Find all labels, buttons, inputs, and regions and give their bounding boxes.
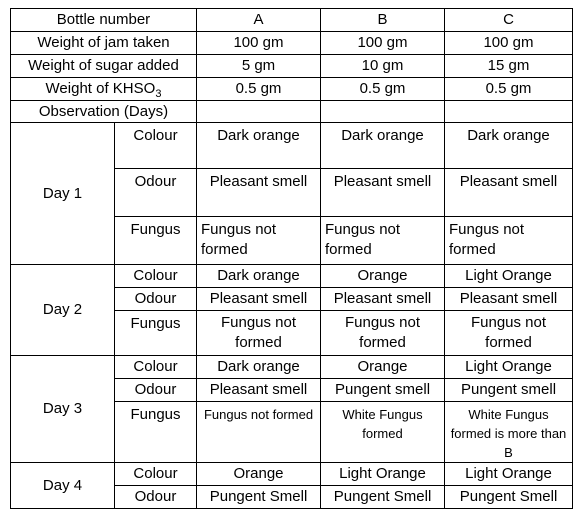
day2-colour-a: Dark orange: [197, 265, 321, 288]
day4-odour-c: Pungent Smell: [445, 486, 573, 509]
day4-colour-b: Light Orange: [321, 463, 445, 486]
day2-fungus-c: Fungus not formed: [445, 311, 573, 356]
day3-fungus-label: Fungus: [115, 402, 197, 463]
khso3-label-text: Weight of KHSO: [45, 80, 156, 97]
day1-odour-label: Odour: [115, 169, 197, 217]
day2-colour-label: Colour: [115, 265, 197, 288]
khso3-row: [11, 78, 573, 101]
day4-colour-c: Light Orange: [445, 463, 573, 486]
day4-colour-label: Colour: [115, 463, 197, 486]
day2-label: Day 2: [11, 265, 115, 356]
observation-empty-a: [197, 101, 321, 123]
jam-label: Weight of jam taken: [11, 32, 197, 55]
sugar-label: Weight of sugar added: [11, 55, 197, 78]
day3-colour-c: Light Orange: [445, 356, 573, 379]
day4-odour-a: Pungent Smell: [197, 486, 321, 509]
day1-colour-a: Dark orange: [197, 123, 321, 169]
day1-fungus-b: Fungus not formed: [321, 217, 445, 265]
bottle-c-header: C: [445, 9, 573, 32]
jam-preservation-table: [10, 8, 573, 509]
day4-label: Day 4: [11, 463, 115, 509]
day3-fungus-c: White Fungus formed is more than B: [445, 402, 573, 463]
sugar-c: 15 gm: [445, 55, 573, 78]
bottle-a-header: A: [197, 9, 321, 32]
day2-colour-c: Light Orange: [445, 265, 573, 288]
day2-fungus-a: Fungus not formed: [197, 311, 321, 356]
day1-colour-row: [11, 123, 573, 169]
day4-colour-a: Orange: [197, 463, 321, 486]
day3-colour-row: [11, 356, 573, 379]
day1-fungus-c: Fungus not formed: [445, 217, 573, 265]
day3-colour-label: Colour: [115, 356, 197, 379]
day1-colour-b: Dark orange: [321, 123, 445, 169]
day3-odour-b: Pungent smell: [321, 379, 445, 402]
jam-a: 100 gm: [197, 32, 321, 55]
day2-colour-b: Orange: [321, 265, 445, 288]
day1-colour-c: Dark orange: [445, 123, 573, 169]
observation-row: [11, 101, 573, 123]
bottle-number-label: Bottle number: [11, 9, 197, 32]
sugar-row: [11, 55, 573, 78]
day3-fungus-a: Fungus not formed: [197, 402, 321, 463]
day3-colour-b: Orange: [321, 356, 445, 379]
day2-odour-b: Pleasant smell: [321, 288, 445, 311]
day2-odour-c: Pleasant smell: [445, 288, 573, 311]
day3-label: Day 3: [11, 356, 115, 463]
observation-label: Observation (Days): [11, 101, 197, 123]
khso3-b: 0.5 gm: [321, 78, 445, 101]
header-row: [11, 9, 573, 32]
sugar-a: 5 gm: [197, 55, 321, 78]
day3-colour-a: Dark orange: [197, 356, 321, 379]
bottle-b-header: B: [321, 9, 445, 32]
khso3-label: [11, 78, 197, 101]
day3-odour-label: Odour: [115, 379, 197, 402]
jam-b: 100 gm: [321, 32, 445, 55]
day1-odour-c: Pleasant smell: [445, 169, 573, 217]
day3-fungus-b: White Fungus formed: [321, 402, 445, 463]
day1-colour-label: Colour: [115, 123, 197, 169]
khso3-a: 0.5 gm: [197, 78, 321, 101]
day1-label: Day 1: [11, 123, 115, 265]
sugar-b: 10 gm: [321, 55, 445, 78]
observation-empty-b: [321, 101, 445, 123]
day3-odour-a: Pleasant smell: [197, 379, 321, 402]
day3-odour-c: Pungent smell: [445, 379, 573, 402]
khso3-c: 0.5 gm: [445, 78, 573, 101]
day1-odour-b: Pleasant smell: [321, 169, 445, 217]
day2-fungus-b: Fungus not formed: [321, 311, 445, 356]
day4-odour-label: Odour: [115, 486, 197, 509]
day1-fungus-a: Fungus not formed: [197, 217, 321, 265]
day1-odour-a: Pleasant smell: [197, 169, 321, 217]
day4-colour-row: [11, 463, 573, 486]
jam-c: 100 gm: [445, 32, 573, 55]
observation-empty-c: [445, 101, 573, 123]
day1-fungus-label: Fungus: [115, 217, 197, 265]
day2-colour-row: [11, 265, 573, 288]
khso3-subscript: 3: [155, 88, 162, 100]
jam-row: [11, 32, 573, 55]
day2-fungus-label: Fungus: [115, 311, 197, 356]
day2-odour-a: Pleasant smell: [197, 288, 321, 311]
day2-odour-label: Odour: [115, 288, 197, 311]
day4-odour-b: Pungent Smell: [321, 486, 445, 509]
